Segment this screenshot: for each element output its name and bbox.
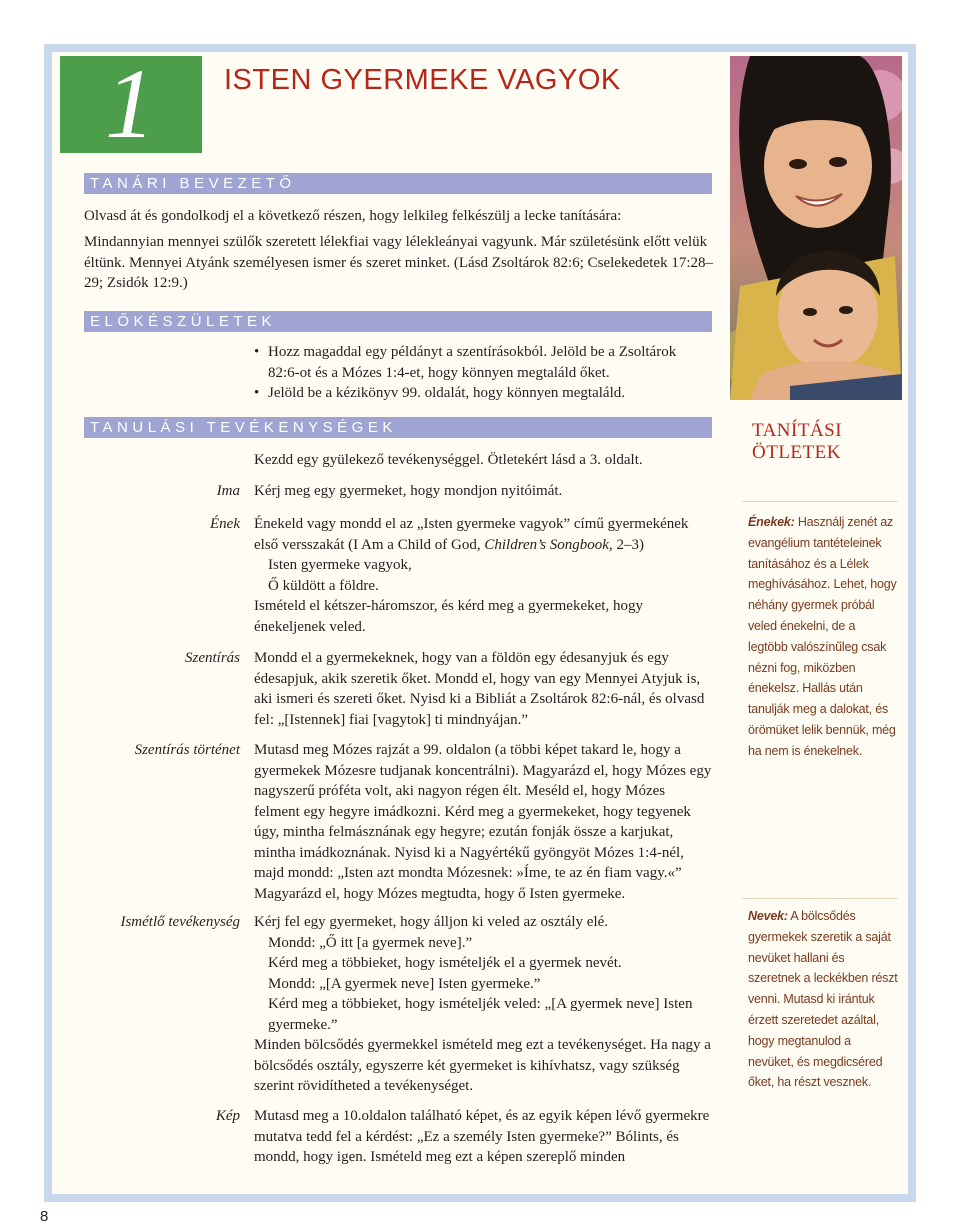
enek-verse-2: Ő küldött a földre.: [268, 577, 379, 594]
section-heading-intro: TANÁRI BEVEZETŐ: [84, 173, 712, 194]
text-szentiras: Mondd el a gyermekeknek, hogy van a földön egy édesanyjuk és egy édesapjuk, akik szeretik őket. Mondd el, hogy van egy Mennyei Atyjuk is, aki ismeri és szereti őket. Nyisd ki a Bibliát a Zsoltárok 82:6-nál, és olvasd fel: „[Istennek] fiai [vagytok] ti mindnyájan.”: [254, 650, 705, 728]
label-enek: Ének: [210, 516, 240, 532]
label-tortenet: Szentírás történet: [134, 742, 240, 758]
sidebar-divider: [742, 501, 898, 502]
text-tortenet: Mutasd meg Mózes rajzát a 99. oldalon (a többi képet takard le, hogy a gyermekek Mózesre tudjanak koncentrálni). Magyarázd el, hogy Mózes egy nagyszerű próféta volt, aki nagyon régen élt. Meséld el, hogy Mózes felment egy hegyre imádkozni. Kérd meg a gyermekeket, hogy tegyenek úgy, mintha felmásznának egy hegyre; ezután fonják össze a karjukat, mintha imádkoznának. Nyisd ki a Nagyértékű gyöngyöt Mózes 1:4-nél, majd mondd: „Isten azt mondta Mózesnek: »Íme, te az én fiam vagy.«” Magyarázd el, hogy Mózes megtudta, hogy ő Isten gyermeke.: [254, 742, 712, 902]
sidebar-tip-songs: [748, 512, 898, 762]
activities-opening: Kezdd egy gyülekező tevékenységgel. Ötletekért lásd a 3. oldalt.: [254, 452, 643, 468]
enek-after: Ismételd el kétszer-háromszor, és kérd meg a gyermekeket, hogy énekeljenek veled.: [254, 598, 643, 635]
ismetlo-step-4: Kérd meg a többieket, hogy ismételjék veled: „[A gyermek neve] Isten gyermeke.”: [268, 996, 693, 1033]
label-kep: Kép: [215, 1108, 240, 1124]
sidebar-tip-names-text: A bölcsődés gyermekek szeretik a saját nevüket hallani és szeretnek a leckékben részt venni. Mutasd ki irántuk érzett szeretedet azáltal, hogy megtanulod a nevüket, és megdicséred őket, ha részt vesznek.: [748, 909, 898, 1090]
sidebar-heading-line-1: TANÍTÁSI: [752, 420, 843, 441]
sidebar-divider: [742, 898, 898, 899]
ismetlo-outro: Minden bölcsődés gyermekkel ismételd meg ezt a tevékenységet. Ha nagy a bölcsődés osztály, egyszerre két gyermeket is kihívhatsz, vagy szükség szerint rövidítheted a tevékenységet.: [254, 1037, 711, 1094]
ismetlo-step-2: Kérd meg a többieket, hogy ismételjék el a gyermek nevét.: [268, 955, 622, 971]
sidebar-heading-line-2: ÖTLETEK: [752, 442, 841, 463]
lesson-title: ISTEN GYERMEKE VAGYOK: [224, 64, 621, 96]
label-szentiras: Szentírás: [184, 650, 240, 666]
label-ima: Ima: [216, 483, 240, 499]
sidebar-tip-songs-text: Használj zenét az evangélium tantételeinek tanításához és a Lélek meghívásához. Lehet, hogy néhány gyermek próbál veled énekelni, de a legtöbb valószínűleg csak nézni fog, miközben énekelsz. Hallás után tanulják meg a dalokat, és örömüket lelik bennük, még ha nem is énekelnek.: [748, 515, 897, 758]
text-enek: [254, 514, 714, 637]
sidebar-tip-songs-label: Énekek:: [748, 515, 795, 529]
children-photo-illustration: [730, 56, 902, 400]
intro-paragraph: Mindannyian mennyei szülők szeretett lélekfiai vagy lélekleányai vagyunk. Már születésünk előtt velük éltünk. Mennyei Atyánk személyesen ismer és szeret minket. (Lásd Zsoltárok 82:6; Cselekedetek 17:28–29; Zsidók 12:9.): [84, 234, 714, 291]
enek-line-a: Énekeld vagy mondd el az „Isten gyermeke vagyok” című gyermekének első versszakát (I Am a Child of God,: [254, 516, 689, 553]
enek-verse-1: Isten gyermeke vagyok,: [268, 557, 412, 573]
intro-lead: Olvasd át és gondolkodj el a következő részen, hogy lelkileg felkészülj a lecke tanítására:: [84, 208, 622, 224]
sidebar-heading: [752, 420, 842, 464]
label-ismetlo: Ismétlő tevékenység: [120, 914, 240, 930]
ismetlo-intro: Kérj fel egy gyermeket, hogy álljon ki veled az osztály elé.: [254, 914, 609, 930]
enek-songbook-title: Children’s Songbook: [484, 536, 609, 553]
sidebar-tip-names-label: Nevek:: [748, 909, 788, 923]
sidebar-tip-names: [748, 906, 898, 1093]
page-number: 8: [40, 1208, 49, 1225]
ismetlo-step-1: Mondd: „Ő itt [a gyermek neve].”: [268, 934, 473, 951]
prep-item: • Hozz magaddal egy példányt a szentírásokból. Jelöld be a Zsoltárok 82:6-ot és a Mózes 1:4-et, hogy könnyen megtaláld őket.: [254, 342, 710, 383]
lesson-number-box: [60, 48, 202, 159]
ismetlo-step-3: Mondd: „[A gyermek neve] Isten gyermeke.”: [268, 975, 541, 992]
section-heading-prep: ELŐKÉSZÜLETEK: [84, 311, 712, 332]
enek-line-b: , 2–3): [608, 536, 644, 553]
children-photo: [730, 56, 902, 400]
section-heading-activities: TANULÁSI TEVÉKENYSÉGEK: [84, 417, 712, 438]
text-ismetlo: [254, 912, 714, 1097]
text-kep: Mutasd meg a 10.oldalon található képet, és az egyik képen lévő gyermekre mutatva tedd fel a kérdést: „Ez a személy Isten gyermeke?” Bólints, és mondd, hogy igen. Ismételd meg ezt a képen szereplő minden: [254, 1108, 710, 1165]
prep-item: • Jelöld be a kézikönyv 99. oldalát, hogy könnyen megtaláld.: [254, 383, 710, 404]
lesson-number: 1: [105, 48, 155, 159]
prep-list: [254, 342, 710, 404]
text-ima: Kérj meg egy gyermeket, hogy mondjon nyitóimát.: [254, 483, 563, 499]
